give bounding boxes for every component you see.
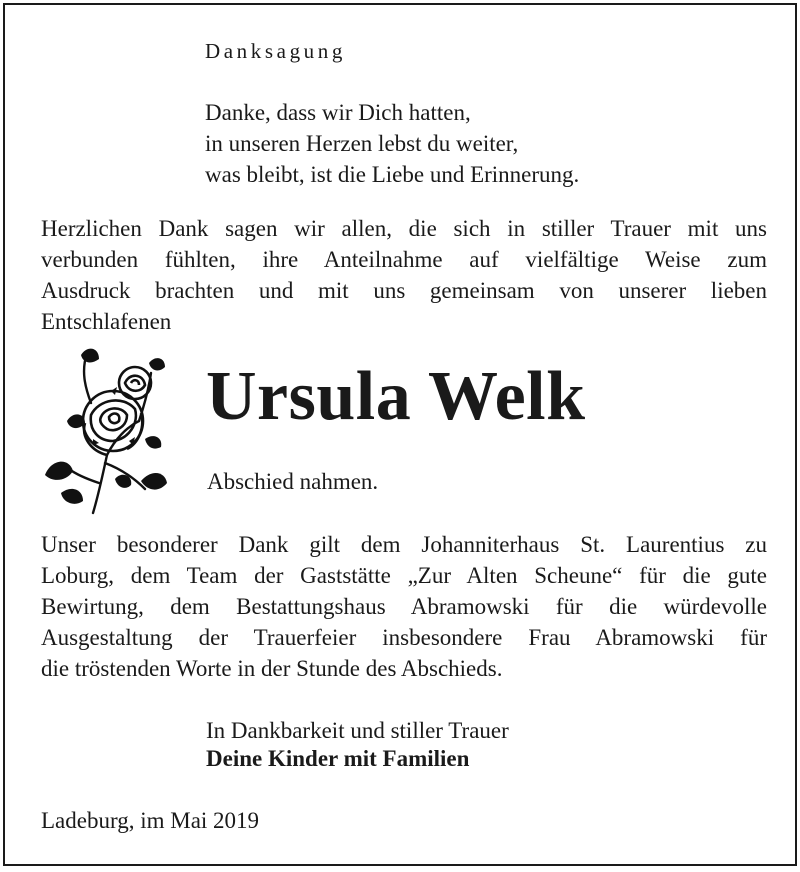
thanks-line: Bewirtung, dem Bestattungshaus Abramowski für die würdevolle (41, 594, 767, 619)
intro-line: verbunden fühlten, ihre Anteilnahme auf vielfältige Weise zum (41, 247, 767, 272)
verse-line: in unseren Herzen lebst du weiter, (205, 131, 519, 156)
intro-line: Herzlichen Dank sagen wir allen, die sich in stiller Trauer mit uns (41, 216, 767, 241)
thanks-line: Loburg, dem Team der Gaststätte „Zur Alten Scheune“ für die gute (41, 563, 767, 588)
place-date: Ladeburg, im Mai 2019 (41, 808, 260, 833)
signature: Deine Kinder mit Familien (206, 746, 470, 771)
obituary-notice (3, 3, 797, 866)
rose-icon (41, 343, 171, 519)
intro-line: Ausdruck brachten und mit uns gemeinsam von unserer lieben (41, 278, 767, 303)
intro-paragraph (41, 213, 767, 337)
deceased-name: Ursula Welk (206, 358, 586, 435)
verse-line: was bleibt, ist die Liebe und Erinnerung. (205, 162, 580, 187)
thanks-line: Unser besonderer Dank gilt dem Johanniterhaus St. Laurentius zu (41, 532, 767, 557)
verse-line: Danke, dass wir Dich hatten, (205, 100, 471, 125)
memorial-verse (205, 97, 579, 190)
thanks-line: die tröstenden Worte in der Stunde des Abschieds. (41, 656, 503, 681)
thanks-line: Ausgestaltung der Trauerfeier insbesondere Frau Abramowski für (41, 625, 767, 650)
farewell-text: Abschied nahmen. (207, 469, 379, 494)
intro-line: Entschlafenen (41, 309, 172, 334)
notice-heading: Danksagung (205, 39, 346, 63)
closing-line: In Dankbarkeit und stiller Trauer (206, 718, 509, 743)
thanks-paragraph (41, 529, 767, 684)
